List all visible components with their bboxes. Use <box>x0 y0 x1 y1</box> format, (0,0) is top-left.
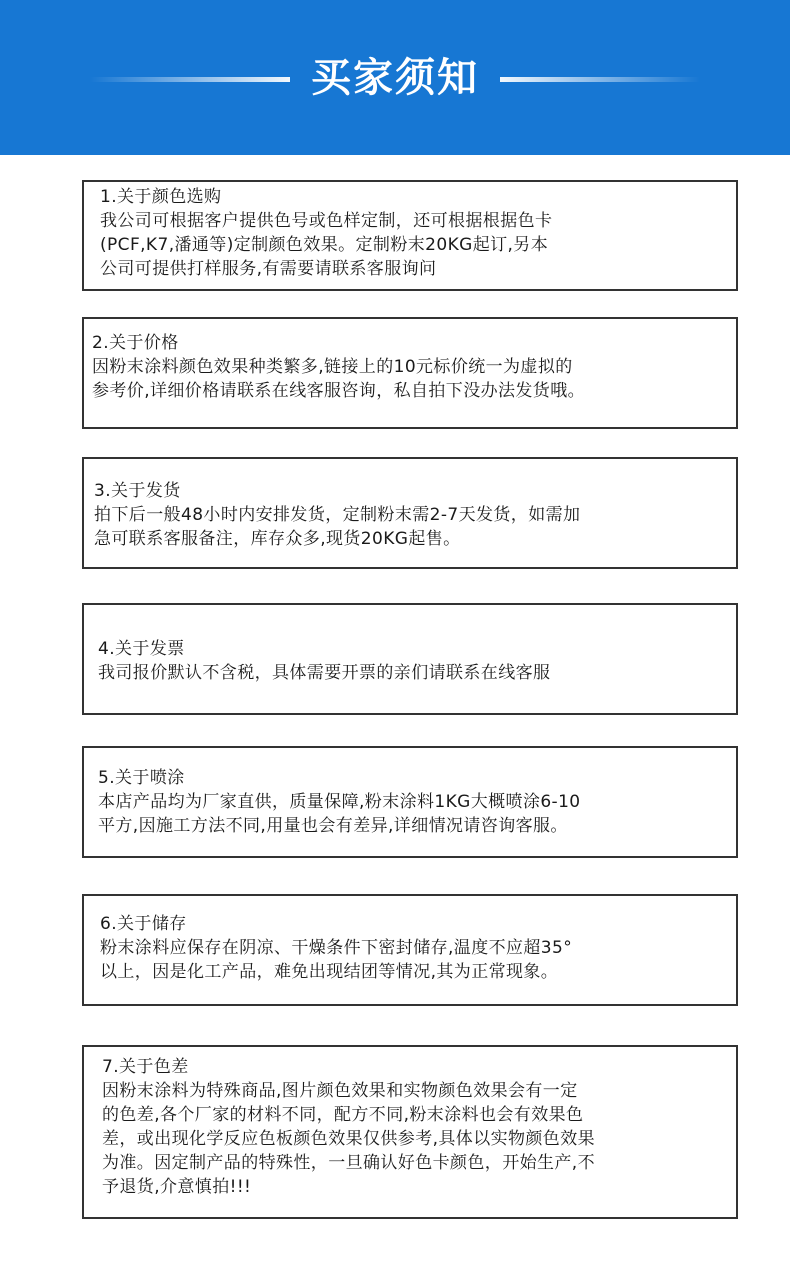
notice-line: 公司可提供打样服务,有需要请联系客服询问 <box>100 259 437 279</box>
notice-color-selection <box>82 180 738 291</box>
notice-title: 2.关于价格 <box>92 333 179 353</box>
notice-line: 我公司可根据客户提供色号或色样定制，还可根据根据色卡 <box>100 211 553 231</box>
page-title: 买家须知 <box>311 55 479 101</box>
header-banner <box>0 0 790 155</box>
header-decor-line-right <box>500 77 700 82</box>
notice-title: 3.关于发货 <box>94 481 181 501</box>
notice-title: 7.关于色差 <box>102 1057 189 1077</box>
notice-shipping <box>82 457 738 569</box>
notice-title: 6.关于储存 <box>100 914 187 934</box>
notice-storage <box>82 894 738 1006</box>
notice-line: 粉末涂料应保存在阴凉、干燥条件下密封储存,温度不应超35° <box>100 938 573 958</box>
notice-color-difference <box>82 1045 738 1219</box>
notice-line: (PCF,K7,潘通等)定制颜色效果。定制粉末20KG起订,另本 <box>100 235 549 255</box>
notice-line: 平方,因施工方法不同,用量也会有差异,详细情况请咨询客服。 <box>98 816 568 836</box>
notice-line: 本店产品均为厂家直供，质量保障,粉末涂料1KG大概喷涂6-10 <box>98 792 581 812</box>
notice-line: 因粉末涂料为特殊商品,图片颜色效果和实物颜色效果会有一定 <box>102 1081 578 1101</box>
notice-line: 予退货,介意慎拍!!! <box>102 1177 252 1197</box>
notice-invoice <box>82 603 738 715</box>
notice-line: 的色差,各个厂家的材料不同，配方不同,粉末涂料也会有效果色 <box>102 1105 584 1125</box>
notice-line: 急可联系客服备注，库存众多,现货20KG起售。 <box>94 529 461 549</box>
notice-line: 为准。因定制产品的特殊性，一旦确认好色卡颜色，开始生产,不 <box>102 1153 596 1173</box>
notice-price <box>82 317 738 429</box>
notice-line: 我司报价默认不含税，具体需要开票的亲们请联系在线客服 <box>98 663 551 683</box>
notice-line: 拍下后一般48小时内安排发货，定制粉末需2-7天发货，如需加 <box>94 505 581 525</box>
notice-line: 以上，因是化工产品，难免出现结团等情况,其为正常现象。 <box>100 962 559 982</box>
notice-title: 4.关于发票 <box>98 639 185 659</box>
notice-line: 因粉末涂料颜色效果种类繁多,链接上的10元标价统一为虚拟的 <box>92 357 573 377</box>
notice-line: 参考价,详细价格请联系在线客服咨询，私自拍下没办法发货哦。 <box>92 381 586 401</box>
notice-line: 差，或出现化学反应色板颜色效果仅供参考,具体以实物颜色效果 <box>102 1129 596 1149</box>
notice-title: 1.关于颜色选购 <box>100 187 222 207</box>
notice-spraying <box>82 746 738 858</box>
notice-title: 5.关于喷涂 <box>98 768 185 788</box>
